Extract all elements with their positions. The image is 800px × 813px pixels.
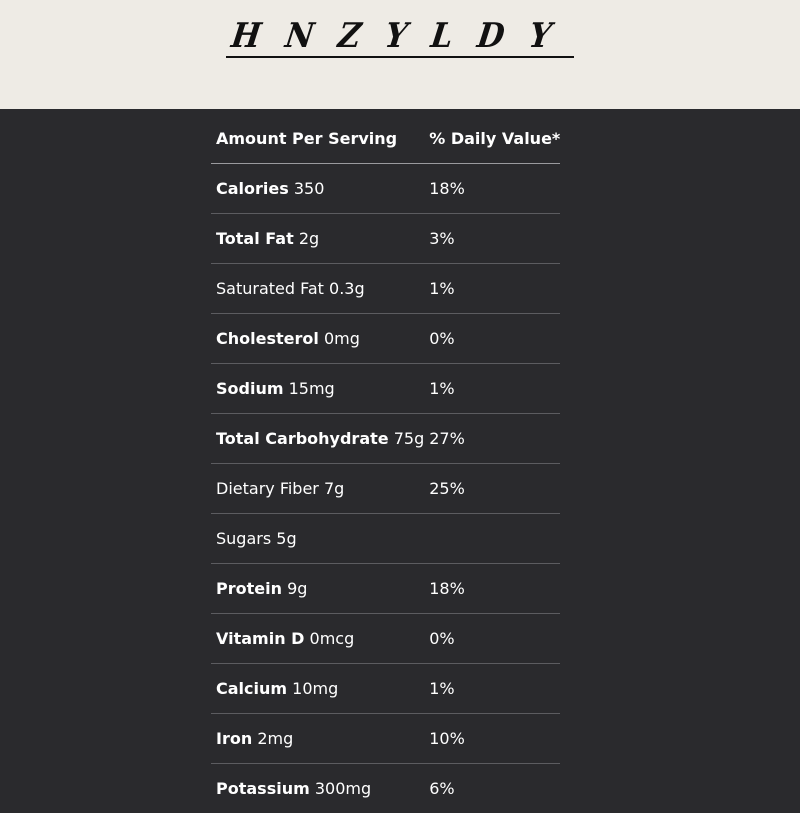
nutrient-name: Calcium (216, 679, 287, 698)
table-row (211, 214, 560, 264)
nutrient-name: Protein (216, 579, 282, 598)
nutrient-name: Total Carbohydrate (216, 429, 389, 448)
nutrient-amount: 2mg (257, 729, 293, 748)
daily-value-cell: 18% (424, 564, 560, 614)
nutrient-name: Saturated Fat (216, 279, 324, 298)
nutrient-name: Calories (216, 179, 289, 198)
nutrient-cell (211, 164, 424, 214)
nutrient-amount: 75g (394, 429, 425, 448)
nutrient-name: Potassium (216, 779, 310, 798)
nutrient-cell (211, 664, 424, 714)
daily-value-cell: 27% (424, 414, 560, 464)
daily-value-cell: 25% (424, 464, 560, 514)
nutrient-name: Total Fat (216, 229, 294, 248)
logo-letter: D (475, 18, 507, 56)
nutrition-table-body (211, 164, 560, 813)
table-row (211, 714, 560, 764)
logo-letter: Y (383, 18, 410, 56)
table-row (211, 264, 560, 314)
nutrient-name: Vitamin D (216, 629, 304, 648)
table-row (211, 614, 560, 664)
logo-letter: N (283, 18, 316, 56)
table-row (211, 764, 560, 813)
nutrient-cell (211, 264, 424, 314)
brand-logo[interactable] (226, 18, 574, 58)
logo-letter: L (429, 18, 456, 56)
nutrient-cell (211, 464, 424, 514)
nutrient-cell (211, 314, 424, 364)
daily-value-cell: 1% (424, 664, 560, 714)
main-content (0, 109, 800, 800)
daily-value-cell (424, 514, 560, 564)
table-row (211, 564, 560, 614)
daily-value-cell: 0% (424, 614, 560, 664)
nutrient-amount: 350 (294, 179, 325, 198)
nutrient-name: Cholesterol (216, 329, 319, 348)
nutrient-amount: 10mg (292, 679, 338, 698)
daily-value-cell: 1% (424, 264, 560, 314)
table-row (211, 164, 560, 214)
logo-letter: H (229, 18, 263, 56)
nutrient-amount: 7g (324, 479, 344, 498)
daily-value-cell: 10% (424, 714, 560, 764)
column-header-daily-value: % Daily Value* (424, 114, 560, 164)
nutrient-amount: 5g (276, 529, 296, 548)
nutrient-amount: 300mg (315, 779, 371, 798)
nutrition-facts-table (211, 114, 560, 813)
nutrient-cell (211, 414, 424, 464)
page-header (0, 0, 800, 109)
nutrient-name: Iron (216, 729, 252, 748)
table-row (211, 664, 560, 714)
nutrient-name: Dietary Fiber (216, 479, 319, 498)
table-row (211, 414, 560, 464)
daily-value-cell: 6% (424, 764, 560, 813)
nutrient-amount: 0mcg (310, 629, 355, 648)
nutrient-cell (211, 614, 424, 664)
nutrient-name: Sugars (216, 529, 271, 548)
nutrient-cell (211, 714, 424, 764)
daily-value-cell: 18% (424, 164, 560, 214)
table-row (211, 464, 560, 514)
nutrient-cell (211, 514, 424, 564)
nutrient-amount: 15mg (289, 379, 335, 398)
nutrient-cell (211, 214, 424, 264)
table-header-row (211, 114, 560, 164)
table-row (211, 314, 560, 364)
logo-letter: Z (336, 18, 364, 56)
daily-value-cell: 3% (424, 214, 560, 264)
nutrient-amount: 0.3g (329, 279, 365, 298)
column-header-amount: Amount Per Serving (211, 114, 424, 164)
nutrient-name: Sodium (216, 379, 284, 398)
logo-letter: Y (526, 18, 553, 56)
nutrient-amount: 9g (287, 579, 307, 598)
nutrient-cell (211, 564, 424, 614)
nutrient-cell (211, 764, 424, 813)
nutrient-cell (211, 364, 424, 414)
table-row (211, 514, 560, 564)
daily-value-cell: 1% (424, 364, 560, 414)
nutrient-amount: 0mg (324, 329, 360, 348)
nutrient-amount: 2g (299, 229, 319, 248)
daily-value-cell: 0% (424, 314, 560, 364)
table-row (211, 364, 560, 414)
